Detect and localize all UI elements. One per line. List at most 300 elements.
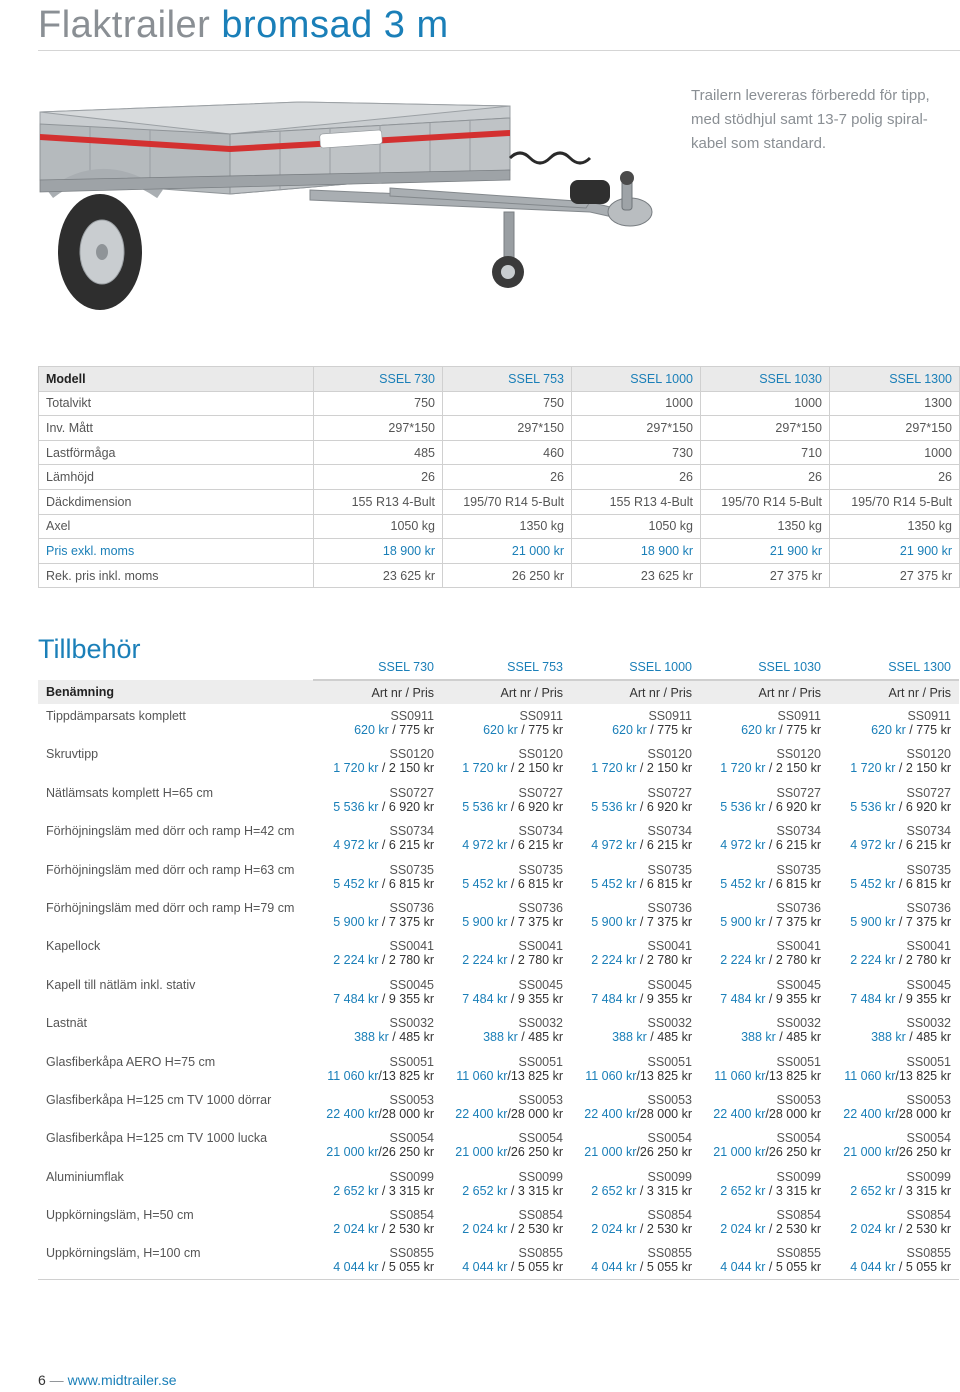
article-number: SS0053 bbox=[389, 1092, 434, 1107]
price-pair bbox=[321, 915, 434, 929]
price-separator: / bbox=[895, 1106, 899, 1121]
price-pair bbox=[450, 1184, 563, 1198]
accessory-price-cell bbox=[700, 896, 829, 934]
price-separator: / bbox=[507, 1145, 511, 1160]
accessory-price-cell bbox=[313, 1126, 442, 1164]
price-incl-vat: 28 000 kr bbox=[768, 1106, 821, 1121]
price-separator: / bbox=[517, 1030, 529, 1045]
spec-label: Pris exkl. moms bbox=[39, 539, 314, 564]
accessory-price-cell bbox=[442, 1165, 571, 1203]
price-incl-vat: 3 315 kr bbox=[646, 1183, 692, 1198]
price-incl-vat: 6 815 kr bbox=[646, 876, 692, 891]
spec-label: Däckdimension bbox=[39, 489, 314, 514]
price-pair bbox=[450, 838, 563, 852]
price-incl-vat: 485 kr bbox=[786, 1030, 821, 1045]
price-pair bbox=[579, 800, 692, 814]
price-excl-vat: 21 000 kr bbox=[455, 1145, 508, 1160]
price-separator: / bbox=[775, 1030, 787, 1045]
price-column-header: Art nr / Pris bbox=[442, 680, 571, 704]
article-number: SS0051 bbox=[389, 1054, 434, 1069]
accessory-price-cell bbox=[571, 1165, 700, 1203]
spec-value: 1000 bbox=[830, 440, 960, 465]
accessory-price-cell bbox=[442, 781, 571, 819]
price-incl-vat: 2 150 kr bbox=[905, 761, 951, 776]
spec-value: 26 250 kr bbox=[443, 563, 572, 588]
price-excl-vat: 7 484 kr bbox=[462, 991, 508, 1006]
price-incl-vat: 2 530 kr bbox=[775, 1222, 821, 1237]
article-number: SS0032 bbox=[389, 1016, 434, 1031]
accessory-price-cell bbox=[700, 934, 829, 972]
accessory-price-cell bbox=[313, 896, 442, 934]
accessory-price-cell bbox=[700, 1050, 829, 1088]
website-link[interactable]: www.midtrailer.se bbox=[67, 1372, 177, 1388]
accessory-price-cell bbox=[313, 1011, 442, 1049]
price-incl-vat: 7 375 kr bbox=[905, 914, 951, 929]
price-excl-vat: 11 060 kr bbox=[844, 1068, 896, 1083]
price-incl-vat: 3 315 kr bbox=[775, 1183, 821, 1198]
accessory-price-cell bbox=[700, 1126, 829, 1164]
accessory-price-cell bbox=[571, 858, 700, 896]
accessory-price-cell bbox=[442, 1011, 571, 1049]
article-number: SS0099 bbox=[389, 1169, 434, 1184]
price-separator: / bbox=[388, 1030, 400, 1045]
price-separator: / bbox=[517, 723, 529, 737]
article-number: SS0734 bbox=[906, 824, 951, 839]
price-pair bbox=[579, 915, 692, 929]
price-separator: / bbox=[378, 1222, 389, 1237]
price-pair bbox=[450, 915, 563, 929]
price-separator: / bbox=[378, 761, 389, 776]
price-separator: / bbox=[765, 1260, 776, 1275]
price-pair bbox=[708, 877, 821, 891]
price-separator: / bbox=[507, 876, 518, 891]
price-pair bbox=[837, 1222, 951, 1236]
spec-value: 1350 kg bbox=[443, 514, 572, 539]
article-number: SS0045 bbox=[906, 977, 951, 992]
accessory-price-cell bbox=[442, 1088, 571, 1126]
title-accent: bromsad 3 m bbox=[221, 4, 449, 46]
article-number: SS0045 bbox=[518, 977, 563, 992]
price-excl-vat: 2 224 kr bbox=[850, 953, 896, 968]
price-separator: / bbox=[636, 1260, 647, 1275]
accessory-row bbox=[38, 704, 959, 742]
article-number: SS0120 bbox=[906, 747, 951, 762]
price-excl-vat: 2 652 kr bbox=[462, 1183, 508, 1198]
article-number: SS0041 bbox=[647, 939, 692, 954]
model-header: SSEL 730 bbox=[313, 654, 442, 680]
accessory-row bbox=[38, 1011, 959, 1049]
article-number: SS0045 bbox=[776, 977, 821, 992]
price-excl-vat: 388 kr bbox=[612, 1030, 647, 1045]
price-incl-vat: 6 815 kr bbox=[775, 876, 821, 891]
price-excl-vat: 21 000 kr bbox=[713, 1145, 766, 1160]
spec-value: 460 bbox=[443, 440, 572, 465]
price-separator: / bbox=[636, 1068, 640, 1083]
price-excl-vat: 388 kr bbox=[483, 1030, 518, 1045]
accessory-name: Nätlämsats komplett H=65 cm bbox=[46, 785, 214, 800]
price-incl-vat: 9 355 kr bbox=[905, 991, 951, 1006]
accessory-price-cell bbox=[313, 781, 442, 819]
price-pair bbox=[579, 953, 692, 967]
price-incl-vat: 2 780 kr bbox=[775, 953, 821, 968]
spec-value: 750 bbox=[443, 391, 572, 416]
spec-value: 26 bbox=[443, 465, 572, 490]
spec-row bbox=[39, 391, 960, 416]
accessory-price-cell bbox=[700, 1011, 829, 1049]
accessory-price-cell bbox=[571, 1203, 700, 1241]
price-pair bbox=[450, 800, 563, 814]
accessory-price-cell bbox=[829, 973, 959, 1011]
article-number: SS0911 bbox=[519, 709, 563, 723]
article-number: SS0041 bbox=[518, 939, 563, 954]
accessory-price-cell bbox=[700, 704, 829, 742]
spec-value: 485 bbox=[314, 440, 443, 465]
price-separator: / bbox=[895, 1183, 906, 1198]
price-separator: / bbox=[636, 1145, 640, 1160]
spec-value: 195/70 R14 5-Bult bbox=[443, 489, 572, 514]
accessory-row bbox=[38, 896, 959, 934]
price-pair bbox=[837, 723, 951, 737]
price-separator: / bbox=[378, 1068, 382, 1083]
price-separator: / bbox=[895, 914, 906, 929]
price-pair bbox=[321, 1222, 434, 1236]
accessory-name: Glasfiberkåpa H=125 cm TV 1000 dörrar bbox=[46, 1092, 272, 1107]
price-pair bbox=[708, 1145, 821, 1159]
accessory-price-cell bbox=[313, 742, 442, 780]
spec-row bbox=[39, 539, 960, 564]
price-separator: / bbox=[895, 1260, 906, 1275]
price-incl-vat: 2 150 kr bbox=[517, 761, 563, 776]
accessory-price-cell bbox=[700, 781, 829, 819]
price-pair bbox=[579, 1107, 692, 1121]
price-excl-vat: 7 484 kr bbox=[720, 991, 766, 1006]
price-pair bbox=[450, 877, 563, 891]
article-number: SS0032 bbox=[647, 1016, 692, 1031]
price-separator: / bbox=[507, 1222, 518, 1237]
price-excl-vat: 4 044 kr bbox=[720, 1260, 766, 1275]
price-excl-vat: 21 000 kr bbox=[584, 1145, 637, 1160]
model-header: SSEL 1000 bbox=[572, 367, 701, 392]
article-number: SS0054 bbox=[389, 1131, 434, 1146]
price-excl-vat: 2 024 kr bbox=[591, 1222, 637, 1237]
article-number: SS0053 bbox=[647, 1092, 692, 1107]
accessory-price-cell bbox=[442, 934, 571, 972]
price-column-header: Art nr / Pris bbox=[829, 680, 959, 704]
specs-table bbox=[38, 366, 960, 588]
article-number: SS0051 bbox=[647, 1054, 692, 1069]
price-pair bbox=[708, 1069, 821, 1083]
price-excl-vat: 5 452 kr bbox=[333, 876, 379, 891]
article-number: SS0041 bbox=[389, 939, 434, 954]
article-number: SS0045 bbox=[389, 977, 434, 992]
price-incl-vat: 2 530 kr bbox=[388, 1222, 434, 1237]
price-excl-vat: 4 044 kr bbox=[462, 1260, 508, 1275]
price-separator: / bbox=[378, 1145, 382, 1160]
accessory-row bbox=[38, 1050, 959, 1088]
accessory-name: Uppkörningsläm, H=50 cm bbox=[46, 1208, 194, 1223]
spec-row bbox=[39, 514, 960, 539]
spec-value: 21 900 kr bbox=[701, 539, 830, 564]
spec-label: Lämhöjd bbox=[39, 465, 314, 490]
price-column-header: Art nr / Pris bbox=[571, 680, 700, 704]
article-number: SS0855 bbox=[389, 1246, 434, 1261]
article-number: SS0854 bbox=[518, 1208, 563, 1223]
accessory-price-cell bbox=[442, 742, 571, 780]
accessory-price-cell bbox=[571, 819, 700, 857]
spec-value: 297*150 bbox=[314, 416, 443, 441]
article-number: SS0854 bbox=[906, 1208, 951, 1223]
article-number: SS0053 bbox=[776, 1092, 821, 1107]
price-separator: / bbox=[378, 914, 389, 929]
price-incl-vat: 6 920 kr bbox=[517, 799, 563, 814]
price-pair bbox=[708, 761, 821, 775]
article-number: SS0735 bbox=[906, 862, 951, 877]
price-incl-vat: 7 375 kr bbox=[646, 914, 692, 929]
article-number: SS0051 bbox=[776, 1054, 821, 1069]
price-excl-vat: 5 900 kr bbox=[850, 914, 896, 929]
price-pair bbox=[837, 1260, 951, 1274]
accessory-price-cell bbox=[313, 1203, 442, 1241]
price-excl-vat: 1 720 kr bbox=[462, 761, 508, 776]
price-incl-vat: 2 150 kr bbox=[646, 761, 692, 776]
price-incl-vat: 5 055 kr bbox=[775, 1260, 821, 1275]
price-incl-vat: 13 825 kr bbox=[768, 1068, 821, 1083]
price-excl-vat: 5 452 kr bbox=[591, 876, 637, 891]
price-incl-vat: 13 825 kr bbox=[381, 1068, 434, 1083]
spec-value: 155 R13 4-Bult bbox=[572, 489, 701, 514]
price-incl-vat: 2 530 kr bbox=[517, 1222, 563, 1237]
accessory-price-cell bbox=[442, 896, 571, 934]
price-pair bbox=[321, 1145, 434, 1159]
price-pair bbox=[321, 992, 434, 1006]
accessory-price-cell bbox=[571, 781, 700, 819]
price-excl-vat: 5 536 kr bbox=[462, 799, 508, 814]
price-separator: / bbox=[378, 1260, 389, 1275]
price-pair bbox=[837, 915, 951, 929]
article-number: SS0032 bbox=[906, 1016, 951, 1031]
accessory-price-cell bbox=[442, 858, 571, 896]
price-incl-vat: 775 kr bbox=[399, 723, 434, 737]
article-number: SS0735 bbox=[776, 862, 821, 877]
price-incl-vat: 2 780 kr bbox=[517, 953, 563, 968]
accessory-name: Förhöjningsläm med dörr och ramp H=63 cm bbox=[46, 862, 295, 877]
article-number: SS0053 bbox=[518, 1092, 563, 1107]
article-number: SS0120 bbox=[389, 747, 434, 762]
price-separator: / bbox=[765, 838, 776, 853]
price-incl-vat: 2 780 kr bbox=[905, 953, 951, 968]
spec-value: 297*150 bbox=[830, 416, 960, 441]
price-pair bbox=[837, 953, 951, 967]
price-incl-vat: 485 kr bbox=[528, 1030, 563, 1045]
price-incl-vat: 7 375 kr bbox=[388, 914, 434, 929]
article-number: SS0855 bbox=[906, 1246, 951, 1261]
accessory-row bbox=[38, 742, 959, 780]
accessory-price-cell bbox=[829, 1241, 959, 1279]
article-number: SS0041 bbox=[906, 939, 951, 954]
article-number: SS0727 bbox=[906, 785, 951, 800]
trailer-image bbox=[30, 62, 670, 354]
price-excl-vat: 4 972 kr bbox=[850, 838, 896, 853]
price-pair bbox=[450, 1030, 563, 1044]
price-excl-vat: 2 652 kr bbox=[333, 1183, 379, 1198]
spec-value: 1350 kg bbox=[701, 514, 830, 539]
price-separator: / bbox=[636, 1106, 640, 1121]
price-excl-vat: 11 060 kr bbox=[327, 1068, 379, 1083]
price-incl-vat: 26 250 kr bbox=[381, 1145, 434, 1160]
accessory-name: Aluminiumflak bbox=[46, 1169, 124, 1184]
price-excl-vat: 4 044 kr bbox=[591, 1260, 637, 1275]
price-excl-vat: 5 536 kr bbox=[591, 799, 637, 814]
spec-value: 26 bbox=[830, 465, 960, 490]
price-separator: / bbox=[765, 799, 776, 814]
accessory-price-cell bbox=[829, 1203, 959, 1241]
accessory-price-cell bbox=[442, 1126, 571, 1164]
price-pair bbox=[837, 1069, 951, 1083]
accessory-name: Förhöjningsläm med dörr och ramp H=42 cm bbox=[46, 824, 295, 839]
accessory-price-cell bbox=[313, 858, 442, 896]
price-pair bbox=[321, 1069, 434, 1083]
accessory-price-cell bbox=[571, 896, 700, 934]
article-number: SS0054 bbox=[518, 1131, 563, 1146]
price-incl-vat: 28 000 kr bbox=[898, 1106, 951, 1121]
accessory-price-cell bbox=[571, 1126, 700, 1164]
price-pair bbox=[579, 1145, 692, 1159]
accessory-price-cell bbox=[829, 896, 959, 934]
price-incl-vat: 28 000 kr bbox=[381, 1106, 434, 1121]
spec-value: 27 375 kr bbox=[701, 563, 830, 588]
accessory-price-cell bbox=[442, 1241, 571, 1279]
price-pair bbox=[321, 1107, 434, 1121]
spec-value: 1000 bbox=[572, 391, 701, 416]
accessories-table bbox=[38, 654, 959, 1280]
price-separator: / bbox=[378, 953, 389, 968]
price-incl-vat: 2 530 kr bbox=[646, 1222, 692, 1237]
price-pair bbox=[321, 1030, 434, 1044]
price-pair bbox=[579, 1184, 692, 1198]
spec-value: 18 900 kr bbox=[314, 539, 443, 564]
price-excl-vat: 1 720 kr bbox=[720, 761, 766, 776]
accessory-price-cell bbox=[571, 1011, 700, 1049]
article-number: SS0911 bbox=[907, 709, 951, 723]
accessories-body bbox=[38, 654, 959, 1280]
price-incl-vat: 775 kr bbox=[916, 723, 951, 737]
accessory-price-cell bbox=[313, 934, 442, 972]
price-pair bbox=[708, 800, 821, 814]
article-number: SS0051 bbox=[906, 1054, 951, 1069]
price-separator: / bbox=[895, 991, 906, 1006]
article-number: SS0734 bbox=[776, 824, 821, 839]
price-excl-vat: 21 000 kr bbox=[326, 1145, 379, 1160]
price-incl-vat: 7 375 kr bbox=[517, 914, 563, 929]
price-excl-vat: 4 972 kr bbox=[720, 838, 766, 853]
accessory-price-cell bbox=[829, 858, 959, 896]
price-excl-vat: 2 224 kr bbox=[462, 953, 508, 968]
specs-header-row bbox=[39, 367, 960, 392]
price-excl-vat: 2 652 kr bbox=[850, 1183, 896, 1198]
article-number: SS0051 bbox=[518, 1054, 563, 1069]
accessory-price-cell bbox=[700, 742, 829, 780]
article-number: SS0736 bbox=[518, 900, 563, 915]
spec-value: 297*150 bbox=[572, 416, 701, 441]
spec-value: 23 625 kr bbox=[572, 563, 701, 588]
model-header: SSEL 1300 bbox=[830, 367, 960, 392]
price-incl-vat: 6 215 kr bbox=[905, 838, 951, 853]
accessory-price-cell bbox=[829, 1165, 959, 1203]
accessory-price-cell bbox=[700, 1165, 829, 1203]
price-excl-vat: 1 720 kr bbox=[591, 761, 637, 776]
accessory-name: Uppkörningsläm, H=100 cm bbox=[38, 1241, 313, 1279]
price-pair bbox=[579, 1222, 692, 1236]
price-incl-vat: 26 250 kr bbox=[898, 1145, 951, 1160]
spec-value: 195/70 R14 5-Bult bbox=[701, 489, 830, 514]
price-separator: / bbox=[895, 838, 906, 853]
price-pair bbox=[579, 1030, 692, 1044]
accessory-name: Skruvtipp bbox=[46, 747, 99, 762]
price-separator: / bbox=[765, 876, 776, 891]
price-incl-vat: 6 815 kr bbox=[388, 876, 434, 891]
price-excl-vat: 2 652 kr bbox=[591, 1183, 637, 1198]
accessory-row bbox=[38, 858, 959, 896]
price-separator: / bbox=[507, 799, 518, 814]
accessory-price-cell bbox=[571, 742, 700, 780]
price-separator: / bbox=[765, 1068, 769, 1083]
article-number: SS0911 bbox=[777, 709, 821, 723]
accessory-price-cell bbox=[829, 1050, 959, 1088]
article-number: SS0727 bbox=[389, 785, 434, 800]
price-separator: / bbox=[895, 799, 906, 814]
spec-value: 18 900 kr bbox=[572, 539, 701, 564]
price-pair bbox=[837, 838, 951, 852]
article-number: SS0120 bbox=[776, 747, 821, 762]
price-separator: / bbox=[765, 1145, 769, 1160]
article-number: SS0911 bbox=[648, 709, 692, 723]
accessory-price-cell bbox=[829, 934, 959, 972]
price-excl-vat: 388 kr bbox=[871, 1030, 906, 1045]
spec-value: 1050 kg bbox=[572, 514, 701, 539]
price-incl-vat: 3 315 kr bbox=[905, 1183, 951, 1198]
price-incl-vat: 6 215 kr bbox=[517, 838, 563, 853]
price-excl-vat: 620 kr bbox=[741, 723, 776, 737]
accessory-price-cell bbox=[313, 1165, 442, 1203]
accessory-price-cell bbox=[313, 704, 442, 742]
price-pair bbox=[450, 1222, 563, 1236]
price-pair bbox=[450, 761, 563, 775]
accessory-price-cell bbox=[700, 973, 829, 1011]
price-excl-vat: 2 224 kr bbox=[720, 953, 766, 968]
page-footer bbox=[38, 1372, 177, 1388]
price-separator: / bbox=[636, 761, 647, 776]
price-pair bbox=[579, 838, 692, 852]
price-incl-vat: 485 kr bbox=[916, 1030, 951, 1045]
price-incl-vat: 6 215 kr bbox=[388, 838, 434, 853]
price-excl-vat: 5 536 kr bbox=[720, 799, 766, 814]
spec-label: Rek. pris inkl. moms bbox=[39, 563, 314, 588]
article-number: SS0734 bbox=[647, 824, 692, 839]
price-separator: / bbox=[895, 953, 906, 968]
article-number: SS0735 bbox=[518, 862, 563, 877]
spec-label: Axel bbox=[39, 514, 314, 539]
price-pair bbox=[708, 1107, 821, 1121]
accessory-price-cell bbox=[571, 1241, 700, 1279]
price-separator: / bbox=[378, 991, 389, 1006]
spec-value: 1350 kg bbox=[830, 514, 960, 539]
price-pair bbox=[321, 953, 434, 967]
accessory-name: Kapell till nätläm inkl. stativ bbox=[46, 977, 196, 992]
price-incl-vat: 26 250 kr bbox=[639, 1145, 692, 1160]
price-incl-vat: 26 250 kr bbox=[768, 1145, 821, 1160]
price-separator: / bbox=[636, 799, 647, 814]
price-separator: / bbox=[905, 723, 917, 737]
